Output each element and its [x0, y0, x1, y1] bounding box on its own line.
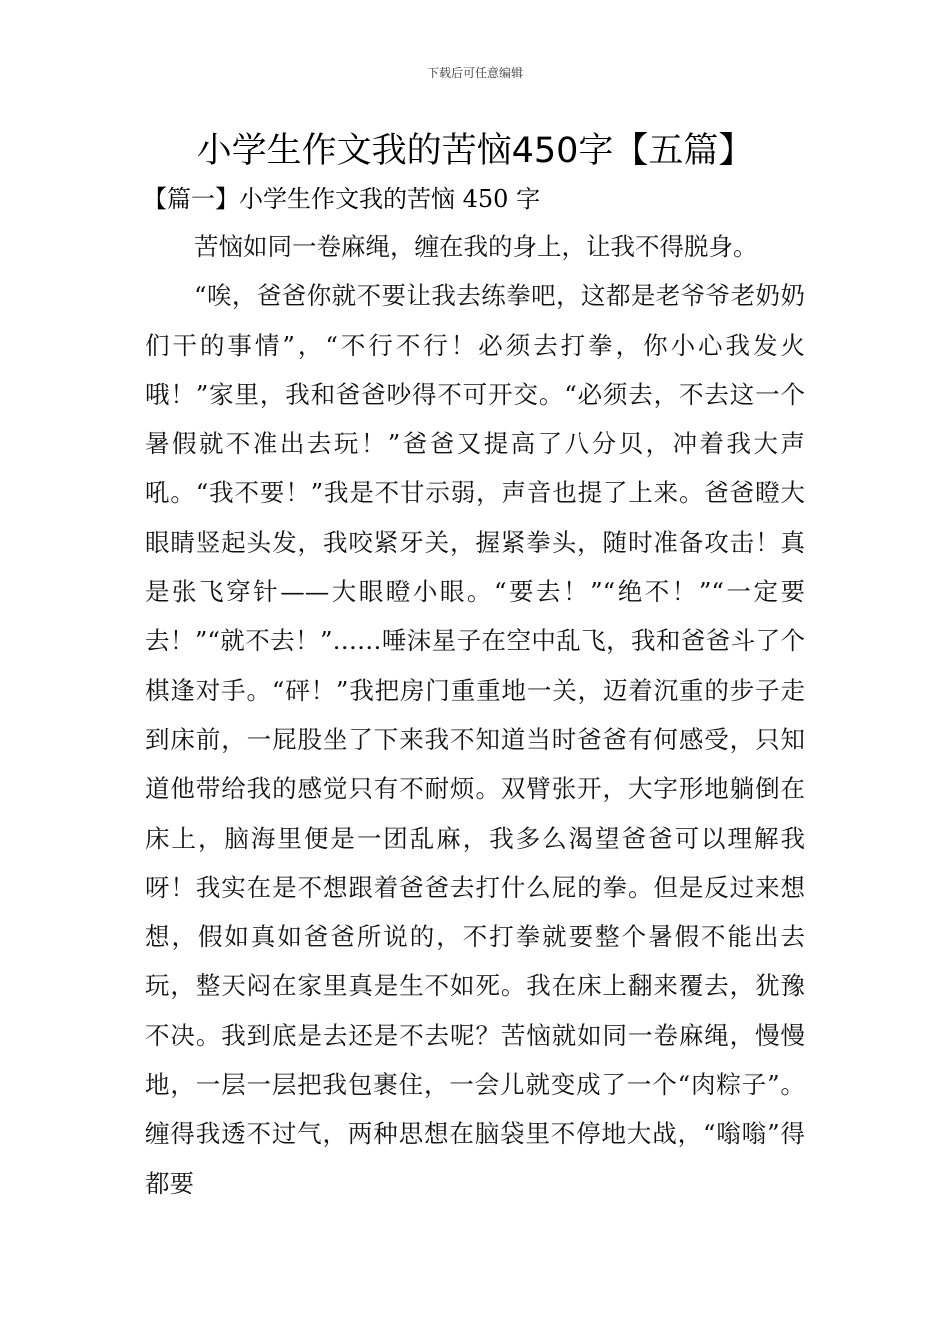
header-note: 下载后可任意编辑 — [426, 66, 523, 80]
paragraph: “唉，爸爸你就不要让我去练拳吧，这都是老爷爷老奶奶们干的事情”，“不行不行！必须去打拳，你小心我发火哦！”家里，我和爸爸吵得不可开交。“必须去，不去这一个暑假就不准出去玩！”爸爸又提高了八分贝，冲着我大声吼。“我不要！”我是不甘示弱，声音也提了上来。爸爸瞪大眼睛竖起头发，我咬紧牙关，握紧拳头，随时准备攻击！真是张飞穿针——大眼瞪小眼。“要去！”“绝不！”“一定要去！”“就不去！”……唾沫星子在空中乱飞，我和爸爸斗了个棋逢对手。“砰！”我把房门重重地一关，迈着沉重的步子走到床前，一屁股坐了下来我不知道当时爸爸有何感受，只知道他带给我的感觉只有不耐烦。双臂张开，大字形地躺倒在床上，脑海里便是一团乱麻，我多么渴望爸爸可以理解我呀！我实在是不想跟着爸爸去打什么屁的拳。但是反过来想想，假如真如爸爸所说的，不打拳就要整个暑假不能出去玩，整天闷在家里真是生不如死。我在床上翻来覆去，犹豫不决。我到底是去还是不去呢？苦恼就如同一卷麻绳，慢慢地，一层一层把我包裹住，一会儿就变成了一个“肉粽子”。缠得我透不过气，两种思想在脑袋里不停地大战，“嗡嗡”得都要 — [145, 281, 805, 1198]
paragraph: 苦恼如同一卷麻绳，缠在我的身上，让我不得脱身。 — [194, 232, 758, 261]
essay-body — [145, 222, 805, 1208]
section-heading: 【篇一】小学生作文我的苦恼 450 字 — [143, 185, 541, 213]
document-title: 小学生作文我的苦恼450字【五篇】 — [196, 131, 754, 171]
